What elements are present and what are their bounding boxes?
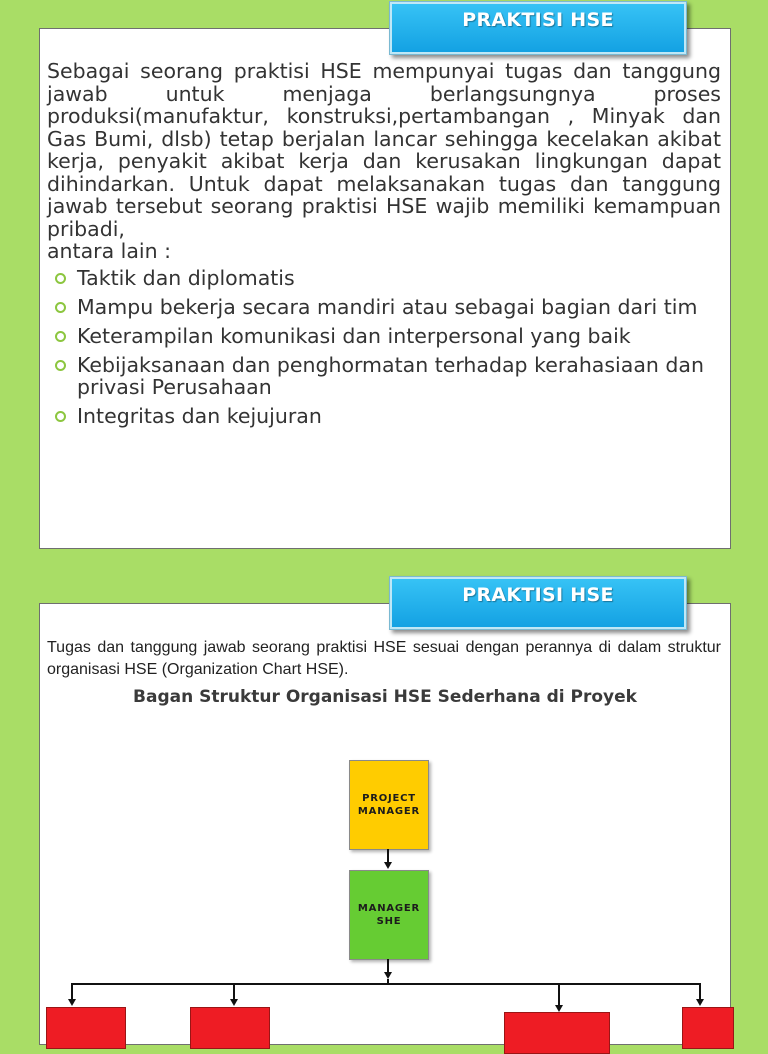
slide-1-card — [39, 28, 731, 549]
arrow-down-icon — [696, 999, 704, 1006]
subordinate-box — [46, 1007, 126, 1049]
list-item — [52, 267, 722, 289]
horizontal-connector-line — [71, 983, 701, 985]
connector-line — [387, 849, 389, 862]
arrow-down-icon — [384, 862, 392, 869]
list-item-text: Kebijaksanaan dan penghormatan terhadap kerahasiaan dan privasi Perusahaan — [77, 353, 704, 399]
bullet-circle-icon — [55, 411, 66, 422]
intro-line: seorang praktisi HSE wajib memiliki kemampuan pribadi, — [47, 194, 722, 241]
manager-she-line: MANAGER — [357, 903, 421, 914]
intro-line: produksi(manufaktur, konstruksi,pertambangan , Minyak — [47, 104, 665, 128]
intro-line: melaksanakan tugas dan tanggung jawab tersebut — [47, 171, 721, 218]
connector-line — [558, 985, 560, 1005]
subordinate-box — [504, 1012, 610, 1054]
intro-line: dan Gas Bumi, dlsb) tetap berjalan lancar sehingga — [47, 104, 721, 151]
slide-2-card — [39, 603, 731, 1045]
manager-she-box — [349, 870, 429, 960]
bullet-circle-icon — [55, 331, 66, 342]
manager-she-line: SHE — [376, 916, 402, 927]
arrow-down-icon — [68, 999, 76, 1006]
intro-last-line: antara lain : — [47, 239, 172, 263]
arrow-down-icon — [230, 999, 238, 1006]
project-manager-box — [349, 760, 429, 850]
manager-she-label — [358, 902, 420, 928]
bullet-circle-icon — [55, 360, 66, 371]
slide-2-title-banner: PRAKTISI HSE — [389, 576, 687, 630]
list-item — [52, 354, 722, 398]
arrow-down-icon — [555, 1005, 563, 1012]
list-item — [52, 325, 722, 347]
intro-paragraph — [47, 60, 721, 240]
project-manager-line: PROJECT — [362, 793, 416, 804]
list-item-text: Keterampilan komunikasi dan interpersonal yang baik — [77, 324, 631, 348]
org-intro-paragraph: Tugas dan tanggung jawab seorang praktisi HSE sesuai dengan perannya di dalam struktur organisasi HSE (Organization Chart HSE). — [47, 639, 721, 678]
skills-list — [52, 267, 722, 434]
bullet-circle-icon — [55, 302, 66, 313]
project-manager-line: MANAGER — [357, 806, 421, 817]
list-item-text: Taktik dan diplomatis — [77, 266, 295, 290]
org-chart-title: Bagan Struktur Organisasi HSE Sederhana di Proyek — [133, 687, 637, 707]
connector-line — [233, 985, 235, 999]
intro-line: tanggung jawab untuk menjaga berlangsungnya proses — [47, 59, 721, 106]
intro-line: kerusakan lingkungan dapat dihindarkan. Untuk dapat — [47, 149, 721, 196]
list-item — [52, 405, 722, 427]
bullet-circle-icon — [55, 273, 66, 284]
connector-line — [699, 985, 701, 999]
intro-line: Sebagai seorang praktisi HSE mempunyai tugas dan — [47, 59, 612, 83]
connector-line — [71, 985, 73, 999]
subordinate-box — [190, 1007, 270, 1049]
list-item-text: Integritas dan kejujuran — [77, 404, 322, 428]
list-item-text: Mampu bekerja secara mandiri atau sebagai bagian dari tim — [77, 295, 698, 319]
subordinate-box — [682, 1007, 734, 1049]
project-manager-label — [358, 792, 420, 818]
slide-1-title-banner: PRAKTISI HSE — [389, 1, 687, 55]
arrow-down-icon — [384, 972, 392, 979]
list-item — [52, 296, 722, 318]
intro-line: kecelakan akibat kerja, penyakit akibat kerja dan — [47, 126, 721, 173]
connector-line — [387, 959, 389, 972]
